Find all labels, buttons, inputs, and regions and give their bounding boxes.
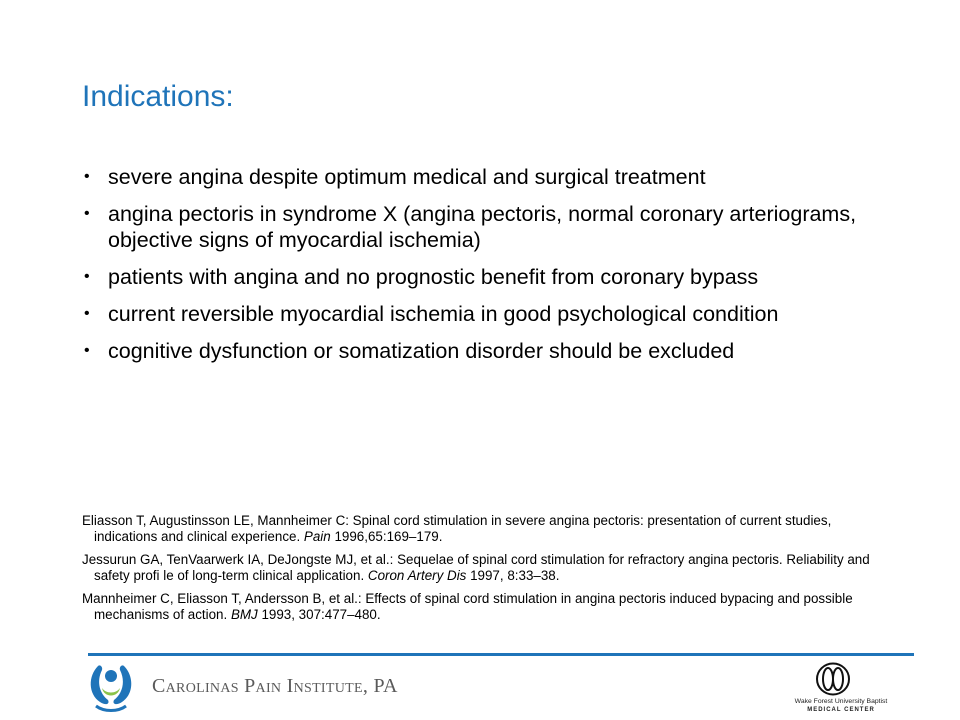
references xyxy=(82,513,882,630)
list-item xyxy=(84,301,904,327)
reference-citation: 1996,65:169–179. xyxy=(330,529,443,544)
footer-divider xyxy=(88,653,914,656)
list-item xyxy=(84,201,904,253)
bullet-text: severe angina despite optimum medical and surgical treatment xyxy=(108,165,706,189)
list-item xyxy=(84,164,904,190)
reference-text: Jessurun GA, TenVaarwerk IA, DeJongste MJ, et al.: Sequelae of spinal cord stimulation for refractory angina pectoris. Reliability and safety profi le of long-term clinical application. xyxy=(82,552,870,583)
reference-item xyxy=(82,513,882,545)
carolinas-pain-institute-logo-icon xyxy=(86,660,136,714)
slide-title: Indications: xyxy=(82,80,234,113)
bullet-icon: • xyxy=(84,305,90,322)
wake-forest-line2: MEDICAL CENTER xyxy=(807,707,875,713)
bullet-icon: • xyxy=(84,168,90,185)
reference-citation: 1997, 8:33–38. xyxy=(466,568,560,583)
bullet-icon: • xyxy=(84,342,90,359)
reference-journal: Coron Artery Dis xyxy=(367,568,467,583)
reference-item xyxy=(82,591,882,623)
bullet-icon: • xyxy=(84,268,90,285)
reference-text: Eliasson T, Augustinsson LE, Mannheimer C: Spinal cord stimulation in severe angina pectoris: presentation of current studies, indications and clinical experience. xyxy=(82,513,832,544)
list-item xyxy=(84,264,904,290)
wake-forest-name xyxy=(780,698,902,714)
reference-journal: BMJ xyxy=(230,607,258,622)
reference-citation: 1993, 307:477–480. xyxy=(257,607,381,622)
bullet-text: patients with angina and no prognostic benefit from coronary bypass xyxy=(108,265,759,289)
bullet-text: angina pectoris in syndrome X (angina pectoris, normal coronary arteriograms, objective signs of myocardial ischemia) xyxy=(108,202,857,252)
bullet-icon: • xyxy=(84,205,90,222)
indications-list xyxy=(84,164,904,375)
wake-forest-logo-icon xyxy=(815,662,851,696)
reference-journal: Pain xyxy=(303,529,331,544)
carolinas-pain-institute-name: Carolinas Pain Institute, PA xyxy=(152,675,398,697)
reference-text: Mannheimer C, Eliasson T, Andersson B, et al.: Effects of spinal cord stimulation in angina pectoris induced bypacing and possible mechanisms of action. xyxy=(82,591,853,622)
bullet-text: cognitive dysfunction or somatization disorder should be excluded xyxy=(108,339,735,363)
list-item xyxy=(84,338,904,364)
reference-item xyxy=(82,552,882,584)
bullet-text: current reversible myocardial ischemia in good psychological condition xyxy=(108,302,779,326)
wake-forest-line1: Wake Forest University Baptist xyxy=(794,698,888,705)
